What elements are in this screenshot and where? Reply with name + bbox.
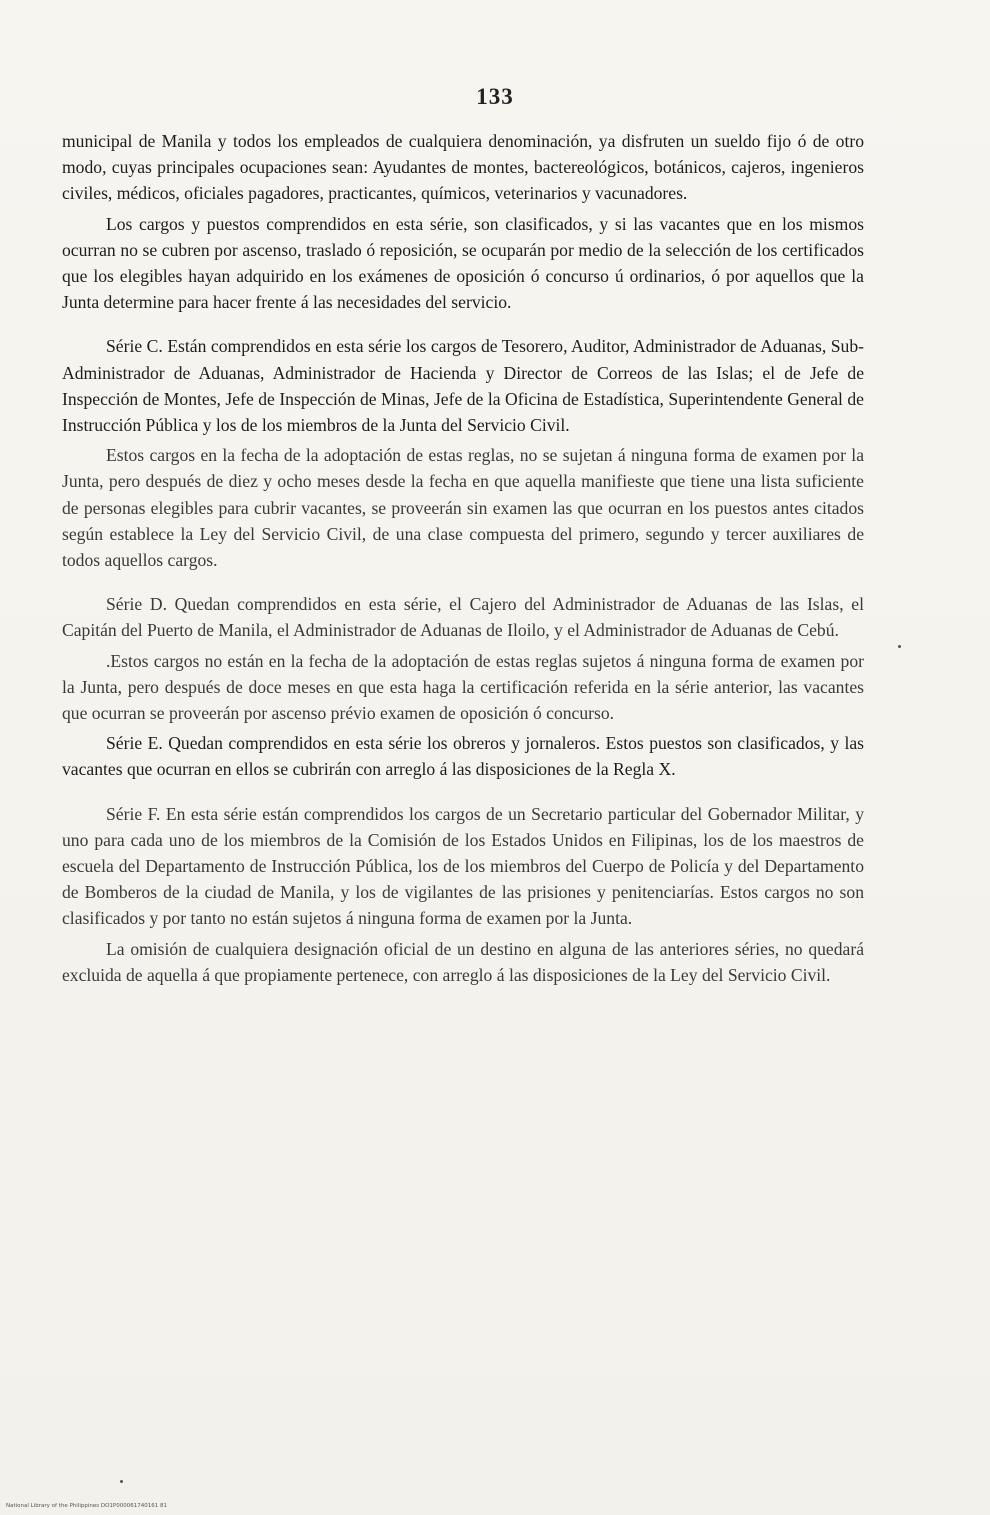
paragraph-serie-b-cargos: Los cargos y puestos comprendidos en esta série, son clasificados, y si las vacantes que en los mismos ocurran no se cubren por ascenso, traslado ó reposición, se ocuparán por medio de la selección de los certificados que los elegibles hayan adquirido en los exámenes de oposición ó concurso ú ordinarios, ó por aquellos que la Junta determine para hacer frente á las necesidades del servicio. (62, 213, 864, 313)
document-body (62, 128, 864, 988)
page-number: 133 (476, 84, 514, 109)
paragraph-serie-c: Série C. Están comprendidos en esta série los cargos de Tesorero, Auditor, Administrador de Aduanas, Sub-Administrador de Aduanas, Administrador de Hacienda y Director de Correos de las Islas; el de Jefe de Inspección de Montes, Jefe de Inspección de Minas, Jefe de la Oficina de Estadística, Superintendente General de Instrucción Pública y los de los miembros de la Junta del Servicio Civil. (62, 336, 864, 436)
speck-mark (120, 1480, 123, 1483)
paragraph-serie-f: Série F. En esta série están comprendidos los cargos de un Secretario particular del Gobernador Militar, y uno para cada uno de los miembros de la Comisión de los Estados Unidos en Filipinas, los de los maestros de escuela del Departamento de Instrucción Pública, los de los miembros del Cuerpo de Policía y del Departamento de Bomberos de la ciudad de Manila, y los de vigilantes de las prisiones y penitenciarías. Estos cargos no son clasificados y por tanto no están sujetos á ninguna forma de examen por la Junta. (62, 803, 864, 929)
paragraph-serie-c-cargos: Estos cargos en la fecha de la adoptación de estas reglas, no se sujetan á ninguna forma de examen por la Junta, pero después de diez y ocho meses desde la fecha en que aquella manifieste que tiene una lista suficiente de personas elegibles para cubrir vacantes, se proveerán sin examen las que ocurran en los puestos antes citados según establece la Ley del Servicio Civil, de una clase compuesta del primero, segundo y tercer auxiliares de todos aquellos cargos. (62, 445, 864, 571)
paragraph-serie-d: Série D. Quedan comprendidos en esta série, el Cajero del Administrador de Aduanas de las Islas, el Capitán del Puerto de Manila, el Administrador de Aduanas de Iloilo, y el Administrador de Aduanas de Cebú. (62, 594, 864, 641)
paragraph-omision: La omisión de cualquiera designación oficial de un destino en alguna de las anteriores séries, no quedará excluida de aquella á que propiamente pertenece, con arreglo á las disposiciones de la Ley del Servicio Civil. (62, 938, 864, 985)
speck-mark (898, 645, 901, 648)
paragraph-continuation: municipal de Manila y todos los empleados de cualquiera denominación, ya disfruten un sueldo fijo ó de otro modo, cuyas principales ocupaciones sean: Ayudantes de montes, bactereológicos, botánicos, cajeros, ingenieros civiles, médicos, oficiales pagadores, practicantes, químicos, veterinarios y vacunadores. (62, 131, 864, 204)
paragraph-serie-e: Série E. Quedan comprendidos en esta série los obreros y jornaleros. Estos puestos son clasificados, y las vacantes que ocurran en ellos se cubrirán con arreglo á las disposiciones de la Regla X. (62, 733, 864, 780)
scan-credit-footer: National Library of the Philippines DO1P000061740161 81 (6, 1503, 167, 1509)
paragraph-serie-d-cargos: .Estos cargos no están en la fecha de la adoptación de estas reglas sujetos á ninguna forma de examen por la Junta, pero después de doce meses en que esta haga la certificación referida en la série anterior, las vacantes que ocurran se proveerán por ascenso prévio examen de oposición ó concurso. (62, 650, 864, 724)
